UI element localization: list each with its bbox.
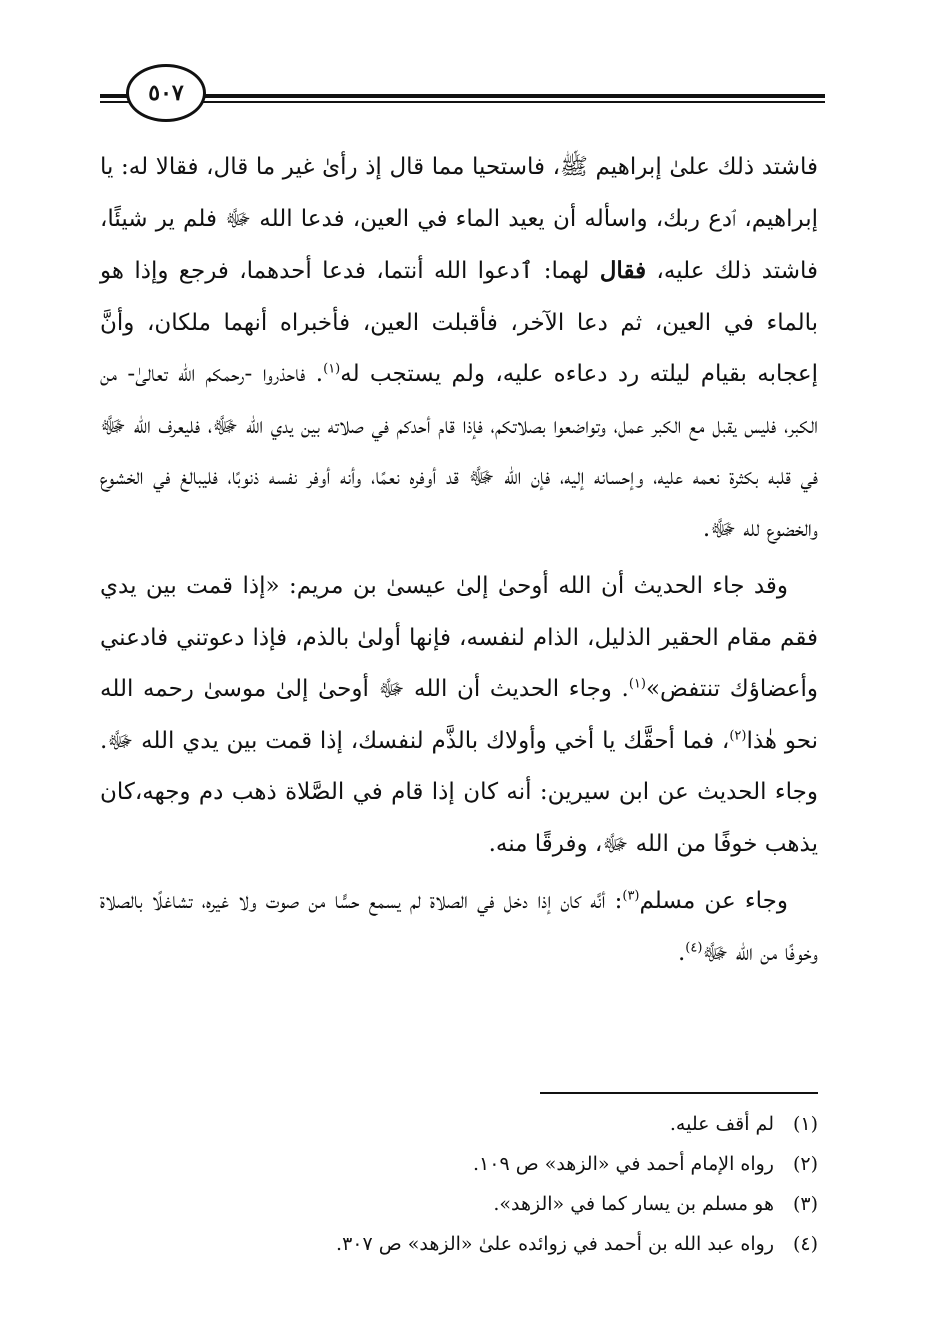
text-run: فاشتد ذلك علىٰ إبراهيم ﷺ، فاستحيا مما قال إذ رأىٰ غير ما قال، فقالا له: يا إبراهيم، ٱدع ربك، واسأله أن يعيد الماء في العين، فدعا الله ﷻ فلم ير شيئًا، فاشتد ذلك عليه، xyxy=(100,154,818,284)
footnote-ref: (٤) xyxy=(685,939,703,955)
footnote-ref: (٢) xyxy=(729,727,747,743)
footnote-number: (١) xyxy=(792,1113,818,1135)
page-header xyxy=(0,0,933,130)
footnote-text: لم أقف عليه. xyxy=(669,1113,774,1135)
footnote xyxy=(100,1104,818,1144)
footnote-separator xyxy=(540,1092,818,1094)
text-run: . فاحذروا -رحمكم الله تعالىٰ- من الكبر، فليس يقبل مع الكبر عمل، وتواضعوا بصلاتكم، فإذا قام أحدكم في صلاته بين يدي الله ﷻ، فليعرف الله ﷻ في قلبه بكثرة نعمه عليه، وإحسانه إليه، فإن الله ﷻ قد أوفره نعمًا، وأنه أوفر نفسه ذنوبًا، فليبالغ في الخشوع والخضوع لله ﷻ. xyxy=(100,361,818,542)
bold-text: فقال xyxy=(599,257,647,284)
footnote xyxy=(100,1144,818,1184)
paragraph xyxy=(100,142,818,555)
footnote-ref: (١) xyxy=(323,361,341,377)
header-rule-thick xyxy=(200,94,825,98)
text-run: ، فما أحقَّك يا أخي وأولاك بالذَّم لنفسك، إذا قمت بين يدي الله ﷻ. وجاء الحديث عن ابن سيرين: أنه كان إذا قام في الصَّلاة ذهب دم وجهه،كان يذهب خوفًا من الله ﷻ، وفرقًا منه. xyxy=(100,727,818,857)
text-run: وجاء عن مسلم xyxy=(639,888,788,914)
text-run: . xyxy=(677,939,686,966)
main-text xyxy=(100,142,818,979)
footnote-text: رواه الإمام أحمد في «الزهد» ص ١٠٩. xyxy=(472,1153,774,1175)
footnote xyxy=(100,1184,818,1224)
text-run: : أنَّه كان إذا دخل في الصلاة لم يسمع حسًّا من صوت ولا غيره، تشاغلًا بالصلاة وخوفًا من الله ﷻ xyxy=(100,888,818,966)
text-run: وقد جاء الحديث أن الله أوحىٰ إلىٰ عيسىٰ بن مريم: «إذا قمت بين يدي فقم مقام الحقير الذليل، الذام لنفسه، فإنها أولىٰ بالذم، فإذا دعوتني فادعني وأعضاؤك تنتفض» xyxy=(100,573,818,702)
text-run: لهما: ٱدعوا الله أنتما، فدعا أحدهما، فرجع وإذا هو بالماء في العين، ثم دعا الآخر، فأقبلت العين، فأخبراه أنهما ملكان، وأنَّ إعجابه بقيام ليلته رد دعاءه عليه، ولم يستجب له xyxy=(100,258,818,387)
footnote xyxy=(100,1224,818,1264)
header-rule-thin xyxy=(200,101,825,103)
footnote-text: هو مسلم بن يسار كما في «الزهد». xyxy=(493,1193,774,1215)
footnote-number: (٢) xyxy=(792,1153,818,1175)
footnotes xyxy=(100,1104,818,1264)
paragraph xyxy=(100,876,818,979)
footnote-text: رواه عبد الله بن أحمد في زوائده علىٰ «الزهد» ص ٣٠٧. xyxy=(336,1233,774,1255)
footnote-number: (٤) xyxy=(792,1233,818,1255)
footnote-ref: (١) xyxy=(628,676,646,692)
page-number: ٥٠٧ xyxy=(126,64,206,122)
footnote-ref: (٣) xyxy=(622,888,640,904)
text-run: . وجاء الحديث أن الله ﷻ أوحىٰ إلىٰ موسىٰ رحمه الله نحو هٰذا xyxy=(100,676,818,754)
paragraph xyxy=(100,561,818,870)
footnote-number: (٣) xyxy=(792,1193,818,1215)
